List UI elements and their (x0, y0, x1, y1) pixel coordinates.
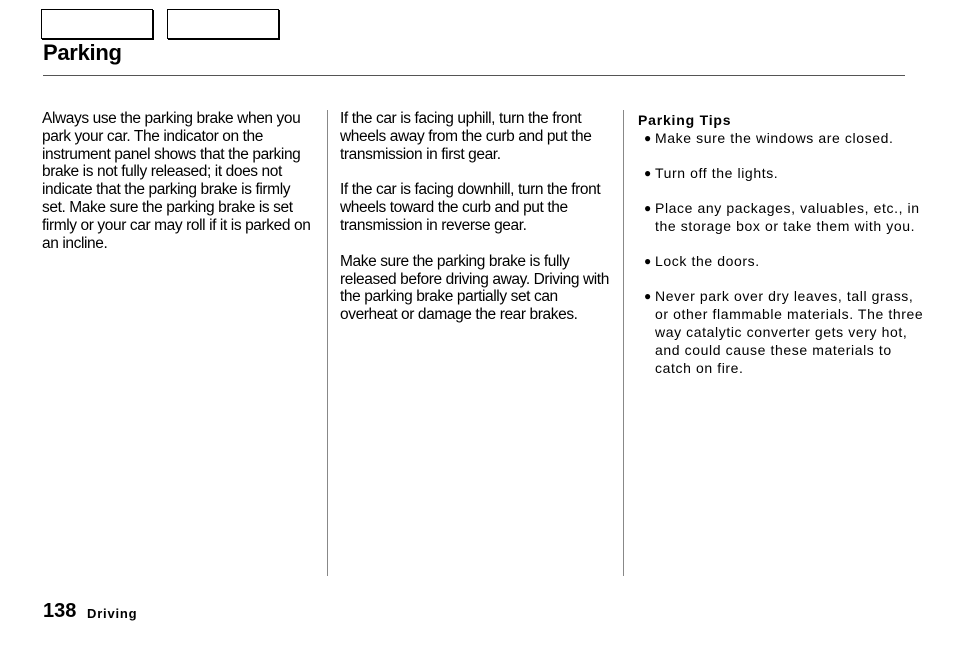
list-item (638, 164, 928, 182)
list-item (638, 199, 928, 235)
title-divider (43, 75, 905, 76)
tip-text: Lock the doors. (655, 253, 760, 269)
page-number: 138 (43, 600, 77, 622)
paragraph: Always use the parking brake when you park your car. The indicator on the instrument panel shows that the parking brake is not fully released; it does not indicate that the parking brake is firmly set. Make sure the parking brake is set firmly or your car may roll if it is parked on an incline. (42, 110, 311, 252)
bullet-icon: ● (644, 201, 652, 215)
column-hill-parking (340, 110, 618, 342)
bullet-icon: ● (644, 289, 652, 303)
column-parking-brake (42, 110, 317, 270)
tip-text: Turn off the lights. (655, 165, 779, 181)
tips-list (638, 129, 928, 377)
bullet-icon: ● (644, 254, 652, 268)
column-divider (327, 110, 328, 576)
parking-tips-section (638, 112, 928, 394)
list-item (638, 129, 928, 147)
tip-text: Make sure the windows are closed. (655, 130, 894, 146)
nav-button-main-menu[interactable] (41, 9, 153, 39)
bullet-icon: ● (644, 166, 652, 180)
tips-heading: Parking Tips (638, 112, 732, 128)
paragraph: If the car is facing downhill, turn the front wheels toward the curb and put the transmission in reverse gear. (340, 181, 601, 234)
list-item (638, 252, 928, 270)
list-item (638, 287, 928, 377)
bullet-icon: ● (644, 131, 652, 145)
paragraph: Make sure the parking brake is fully released before driving away. Driving with the parking brake partially set can overheat or damage the rear brakes. (340, 252, 609, 324)
column-divider (623, 110, 624, 576)
page-title: Parking (43, 40, 122, 65)
tip-text: Never park over dry leaves, tall grass, or other flammable materials. The three way catalytic converter gets very hot, and could cause these materials to catch on fire. (655, 288, 924, 376)
paragraph: If the car is facing uphill, turn the front wheels away from the curb and put the transmission in first gear. (340, 110, 592, 163)
nav-button-index[interactable] (167, 9, 279, 39)
tip-text: Place any packages, valuables, etc., in the storage box or take them with you. (655, 200, 920, 234)
section-name: Driving (87, 606, 138, 621)
